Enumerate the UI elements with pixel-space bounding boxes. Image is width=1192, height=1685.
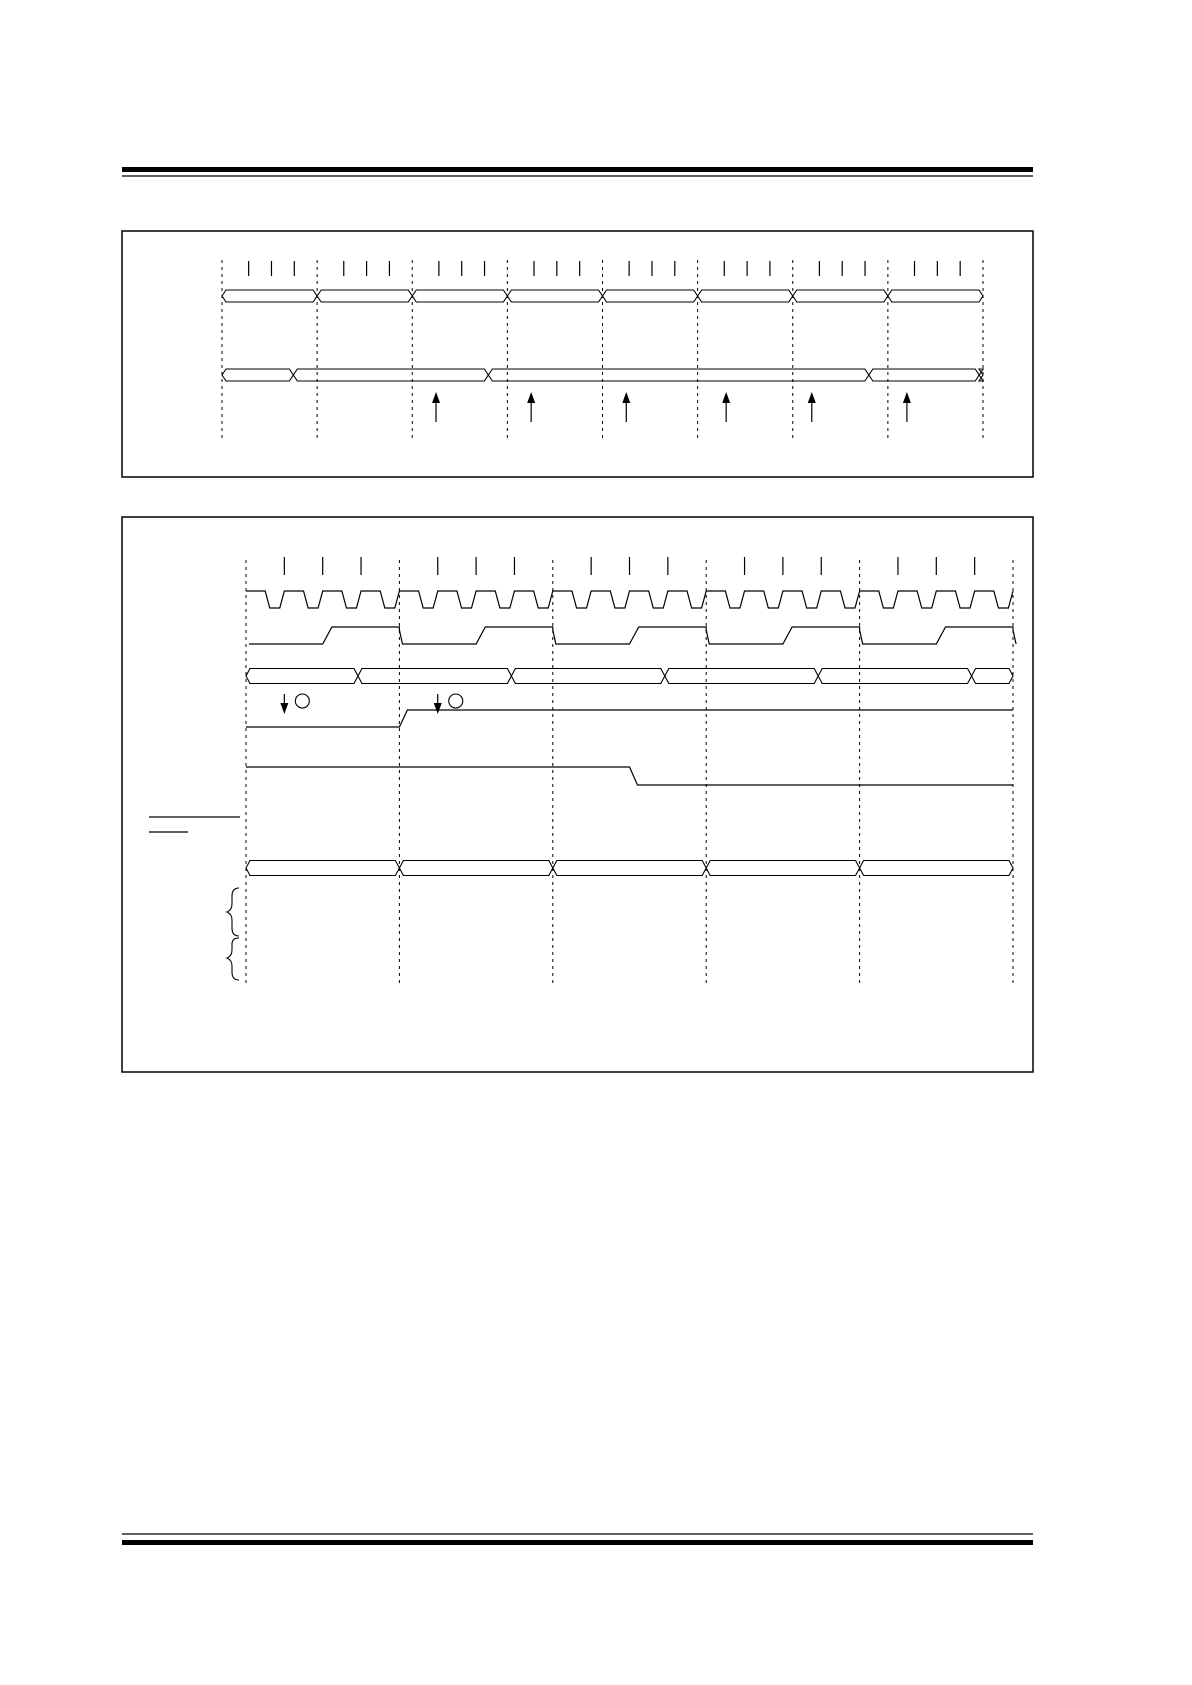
output-bus-segment: [860, 861, 1013, 876]
output-bus-segment: [399, 861, 552, 876]
output-bus-segment: [246, 861, 399, 876]
group-brace: [227, 888, 239, 936]
up-arrow: [808, 392, 816, 422]
step-marker-arrow: [280, 694, 288, 714]
clock-timing-diagram: [149, 557, 1016, 985]
fetch-bus-segment: [358, 669, 511, 684]
execute-bus-segment: [488, 369, 868, 381]
up-arrow-head: [527, 392, 535, 403]
up-arrow-head: [903, 392, 911, 403]
group-brace: [227, 938, 239, 980]
clock-waveform: [246, 591, 1013, 608]
header-rule: [122, 167, 1033, 176]
fetch-bus-segment: [698, 290, 793, 302]
step-marker-arrow-head: [280, 703, 288, 714]
output-bus-segment: [706, 861, 859, 876]
up-arrow: [622, 392, 630, 422]
execute-bus-segment: [979, 369, 983, 381]
falling-signal: [246, 767, 1013, 785]
fetch-bus-segment: [665, 669, 818, 684]
execute-bus-segment: [869, 369, 979, 381]
up-arrow-head: [432, 392, 440, 403]
step-marker-arrow: [434, 694, 442, 714]
fetch-bus-segment: [511, 669, 664, 684]
fetch-bus-segment: [317, 290, 412, 302]
pipeline-diagram: [222, 260, 983, 440]
fetch-bus-segment: [412, 290, 507, 302]
up-arrow: [903, 392, 911, 422]
fetch-bus-segment: [793, 290, 888, 302]
fetch-bus-segment: [888, 290, 983, 302]
step-marker-circle: [449, 694, 463, 708]
up-arrow: [432, 392, 440, 422]
footer-rule: [122, 1534, 1033, 1545]
up-arrow-head: [622, 392, 630, 403]
up-arrow-head: [808, 392, 816, 403]
execute-bus-segment: [222, 369, 293, 381]
up-arrow: [527, 392, 535, 422]
rising-signal: [246, 710, 1013, 727]
up-arrow-head: [722, 392, 730, 403]
fetch-bus-segment: [507, 290, 602, 302]
step-marker-circle: [295, 694, 309, 708]
fetch-bus-segment: [603, 290, 698, 302]
step-marker-arrow-head: [434, 703, 442, 714]
output-bus-segment: [553, 861, 706, 876]
fetch-bus-segment: [818, 669, 971, 684]
up-arrow: [722, 392, 730, 422]
execute-bus-segment: [293, 369, 488, 381]
fetch-bus-segment: [972, 669, 1013, 684]
fetch-bus-segment: [246, 669, 358, 684]
clock-timing-figure-frame: [122, 517, 1033, 1072]
pipeline-figure-frame: [122, 231, 1033, 477]
fetch-bus-segment: [222, 290, 317, 302]
quadrature-signal: [249, 627, 1016, 644]
